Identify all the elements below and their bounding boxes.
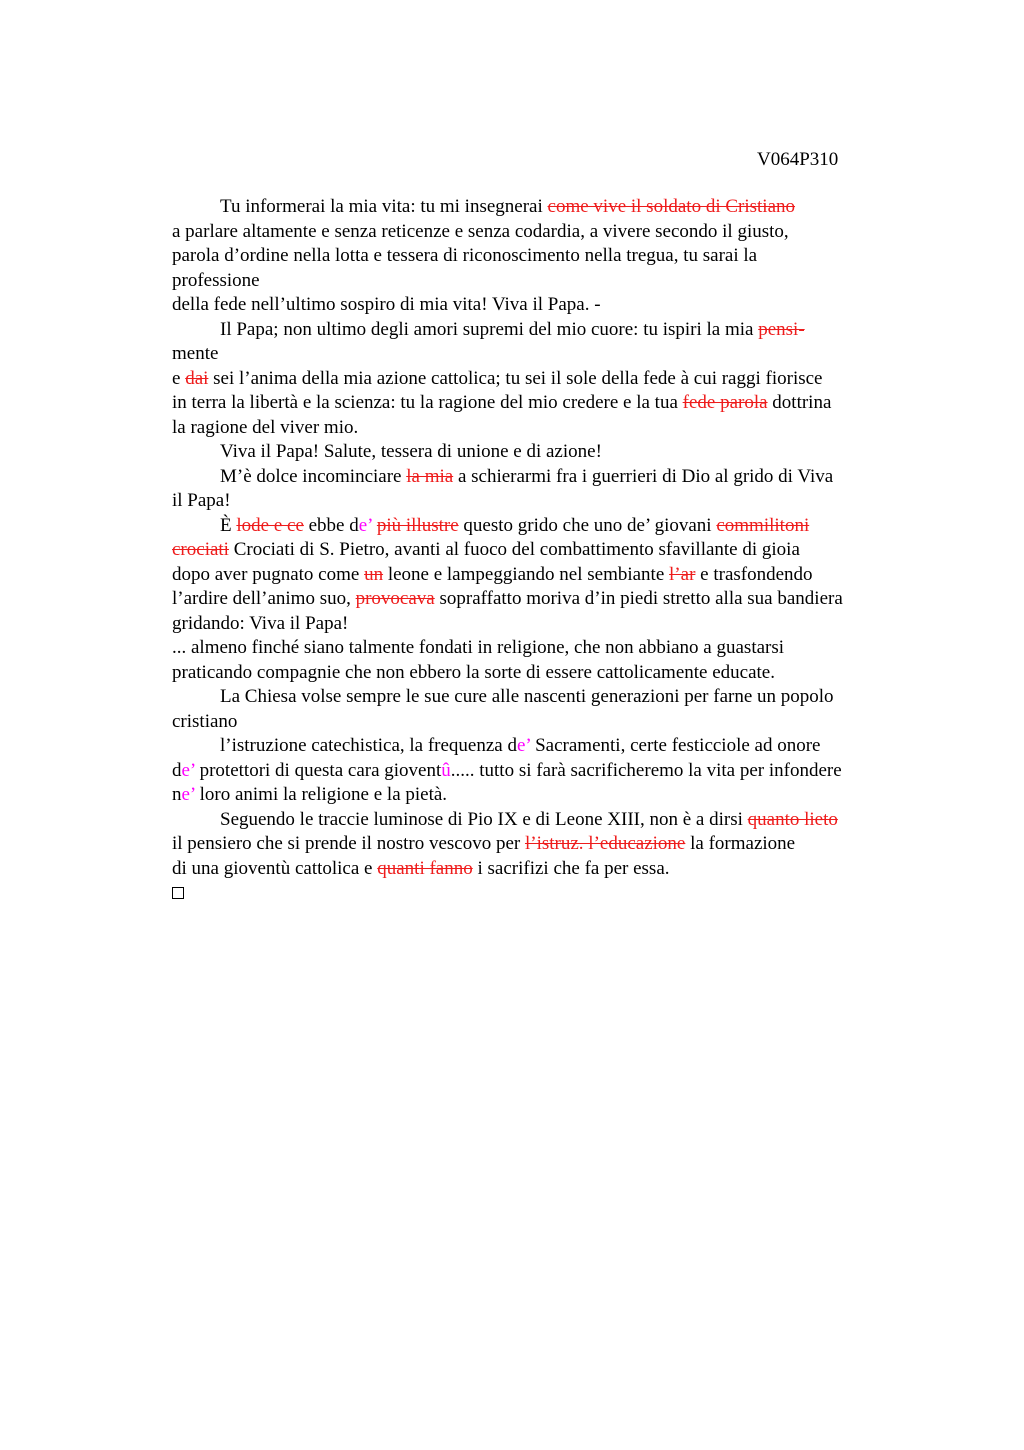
text-segment: l’ardire dell’animo suo, <box>172 588 356 609</box>
text-segment: La Chiesa volse sempre le sue cure alle nascenti generazioni per farne un popolo <box>220 686 834 707</box>
text-segment: professione <box>172 269 260 291</box>
text-segment: la formazione <box>685 833 796 854</box>
text-line <box>172 465 912 490</box>
emended-text: û <box>441 759 451 781</box>
text-line <box>172 293 912 318</box>
text-line <box>172 440 912 465</box>
text-segment: praticando compagnie che non ebbero la sorte di essere cattolicamente educate. <box>172 661 775 683</box>
text-segment: e trasfondendo <box>695 563 813 585</box>
text-segment: mente <box>172 343 219 364</box>
text-segment: in terra la libertà e la scienza: tu la ragione del mio credere e la tua <box>172 392 683 413</box>
text-line <box>172 538 912 563</box>
deleted-text: pensi- <box>758 318 805 340</box>
deleted-text: l’ar <box>669 563 696 585</box>
text-line <box>172 832 912 857</box>
text-segment: ..... tutto si farà sacrificheremo la vita per infondere <box>450 759 842 781</box>
text-segment: d <box>172 759 182 781</box>
text-line <box>172 783 912 808</box>
deleted-text: un <box>364 563 384 585</box>
text-line <box>172 710 912 735</box>
text-segment: Il Papa; non ultimo degli amori supremi del mio cuore: tu ispiri la mia <box>220 318 759 340</box>
text-segment: Seguendo le traccie luminose di Pio IX e di Leone XIII, non è a dirsi <box>220 808 748 830</box>
text-segment: e <box>172 367 186 389</box>
deleted-text: crociati <box>172 539 229 560</box>
text-line <box>172 244 912 269</box>
end-line <box>172 881 912 907</box>
text-line <box>172 269 912 294</box>
text-line <box>172 489 912 514</box>
text-segment: sopraffatto moriva d’in piedi stretto alla sua bandiera <box>434 588 843 609</box>
text-segment: cristiano <box>172 710 238 732</box>
text-segment: l’istruzione catechistica, la frequenza d <box>220 735 517 756</box>
transcription-body <box>172 195 912 907</box>
deleted-text: fede parola <box>682 392 768 413</box>
text-segment: il Papa! <box>172 490 231 511</box>
deleted-text: provocava <box>355 588 435 609</box>
text-segment: i sacrifizi che fa per essa. <box>472 857 670 879</box>
text-segment: gridando: Viva il Papa! <box>172 612 349 634</box>
text-segment: dopo aver pugnato come <box>172 563 365 585</box>
text-segment: della fede nell’ultimo sospiro di mia vita! Viva il Papa. - <box>172 294 601 315</box>
text-segment: È <box>220 514 237 536</box>
text-segment: sei l’anima della mia azione cattolica; tu sei il sole della fede à cui raggi fiorisce <box>208 367 823 389</box>
text-segment: a schierarmi fra i guerrieri di Dio al grido di Viva <box>453 465 834 487</box>
text-line <box>172 195 912 220</box>
text-line <box>172 514 912 539</box>
deleted-text: come vive il soldato di Cristiano <box>547 196 796 217</box>
text-segment: a parlare altamente e senza reticenze e senza codardia, a vivere secondo il giusto, <box>172 220 789 242</box>
text-line <box>172 734 912 759</box>
text-segment: il pensiero che si prende il nostro vescovo per <box>172 833 525 854</box>
deleted-text: più illustre <box>376 514 459 536</box>
deleted-text: l’istruz. l’educazione <box>524 833 686 854</box>
text-line <box>172 563 912 588</box>
text-segment: Viva il Papa! Salute, tessera di unione e di azione! <box>220 441 602 462</box>
text-segment: protettori di questa cara giovent <box>194 759 442 781</box>
deleted-text: commilitoni <box>716 514 810 536</box>
text-segment: ... almeno finché siano talmente fondati in religione, che non abbiano a guastarsi <box>172 637 785 658</box>
text-segment: ebbe d <box>303 514 359 536</box>
text-line <box>172 220 912 245</box>
text-segment: loro animi la religione e la pietà. <box>194 784 448 805</box>
text-segment: M’è dolce incominciare <box>220 465 407 487</box>
text-segment: leone e lampeggiando nel sembiante <box>383 563 670 585</box>
text-line <box>172 416 912 441</box>
emended-text: e’ <box>517 735 531 756</box>
text-line <box>172 391 912 416</box>
text-line <box>172 318 912 343</box>
emended-text: e’ <box>181 759 195 781</box>
text-line <box>172 808 912 833</box>
text-line <box>172 612 912 637</box>
emended-text: e’ <box>181 784 195 805</box>
text-segment: Sacramenti, certe festicciole ad onore <box>530 735 821 756</box>
text-segment: parola d’ordine nella lotta e tessera di riconoscimento nella tregua, tu sarai la <box>172 245 758 266</box>
page-identifier: V064P310 <box>757 149 839 170</box>
deleted-text: dai <box>185 367 209 389</box>
text-line <box>172 342 912 367</box>
text-line <box>172 685 912 710</box>
text-segment: Crociati di S. Pietro, avanti al fuoco del combattimento sfavillante di gioia <box>228 539 800 560</box>
text-line <box>172 857 912 882</box>
text-line <box>172 367 912 392</box>
text-line <box>172 661 912 686</box>
text-segment: la ragione del viver mio. <box>172 416 359 438</box>
text-segment: questo grido che uno de’ giovani <box>458 514 717 536</box>
emended-text: e’ <box>358 514 373 536</box>
deleted-text: quanto lieto <box>747 808 838 830</box>
end-of-text-square-icon <box>172 887 184 899</box>
deleted-text: lode e ce <box>236 514 304 536</box>
text-segment: Tu informerai la mia vita: tu mi insegnerai <box>220 196 548 217</box>
text-line <box>172 759 912 784</box>
text-segment: di una gioventù cattolica e <box>172 857 378 879</box>
deleted-text: la mia <box>406 465 454 487</box>
text-line <box>172 587 912 612</box>
text-segment: dottrina <box>767 392 832 413</box>
deleted-text: quanti fanno <box>377 857 473 879</box>
text-line <box>172 636 912 661</box>
text-segment: n <box>172 784 182 805</box>
